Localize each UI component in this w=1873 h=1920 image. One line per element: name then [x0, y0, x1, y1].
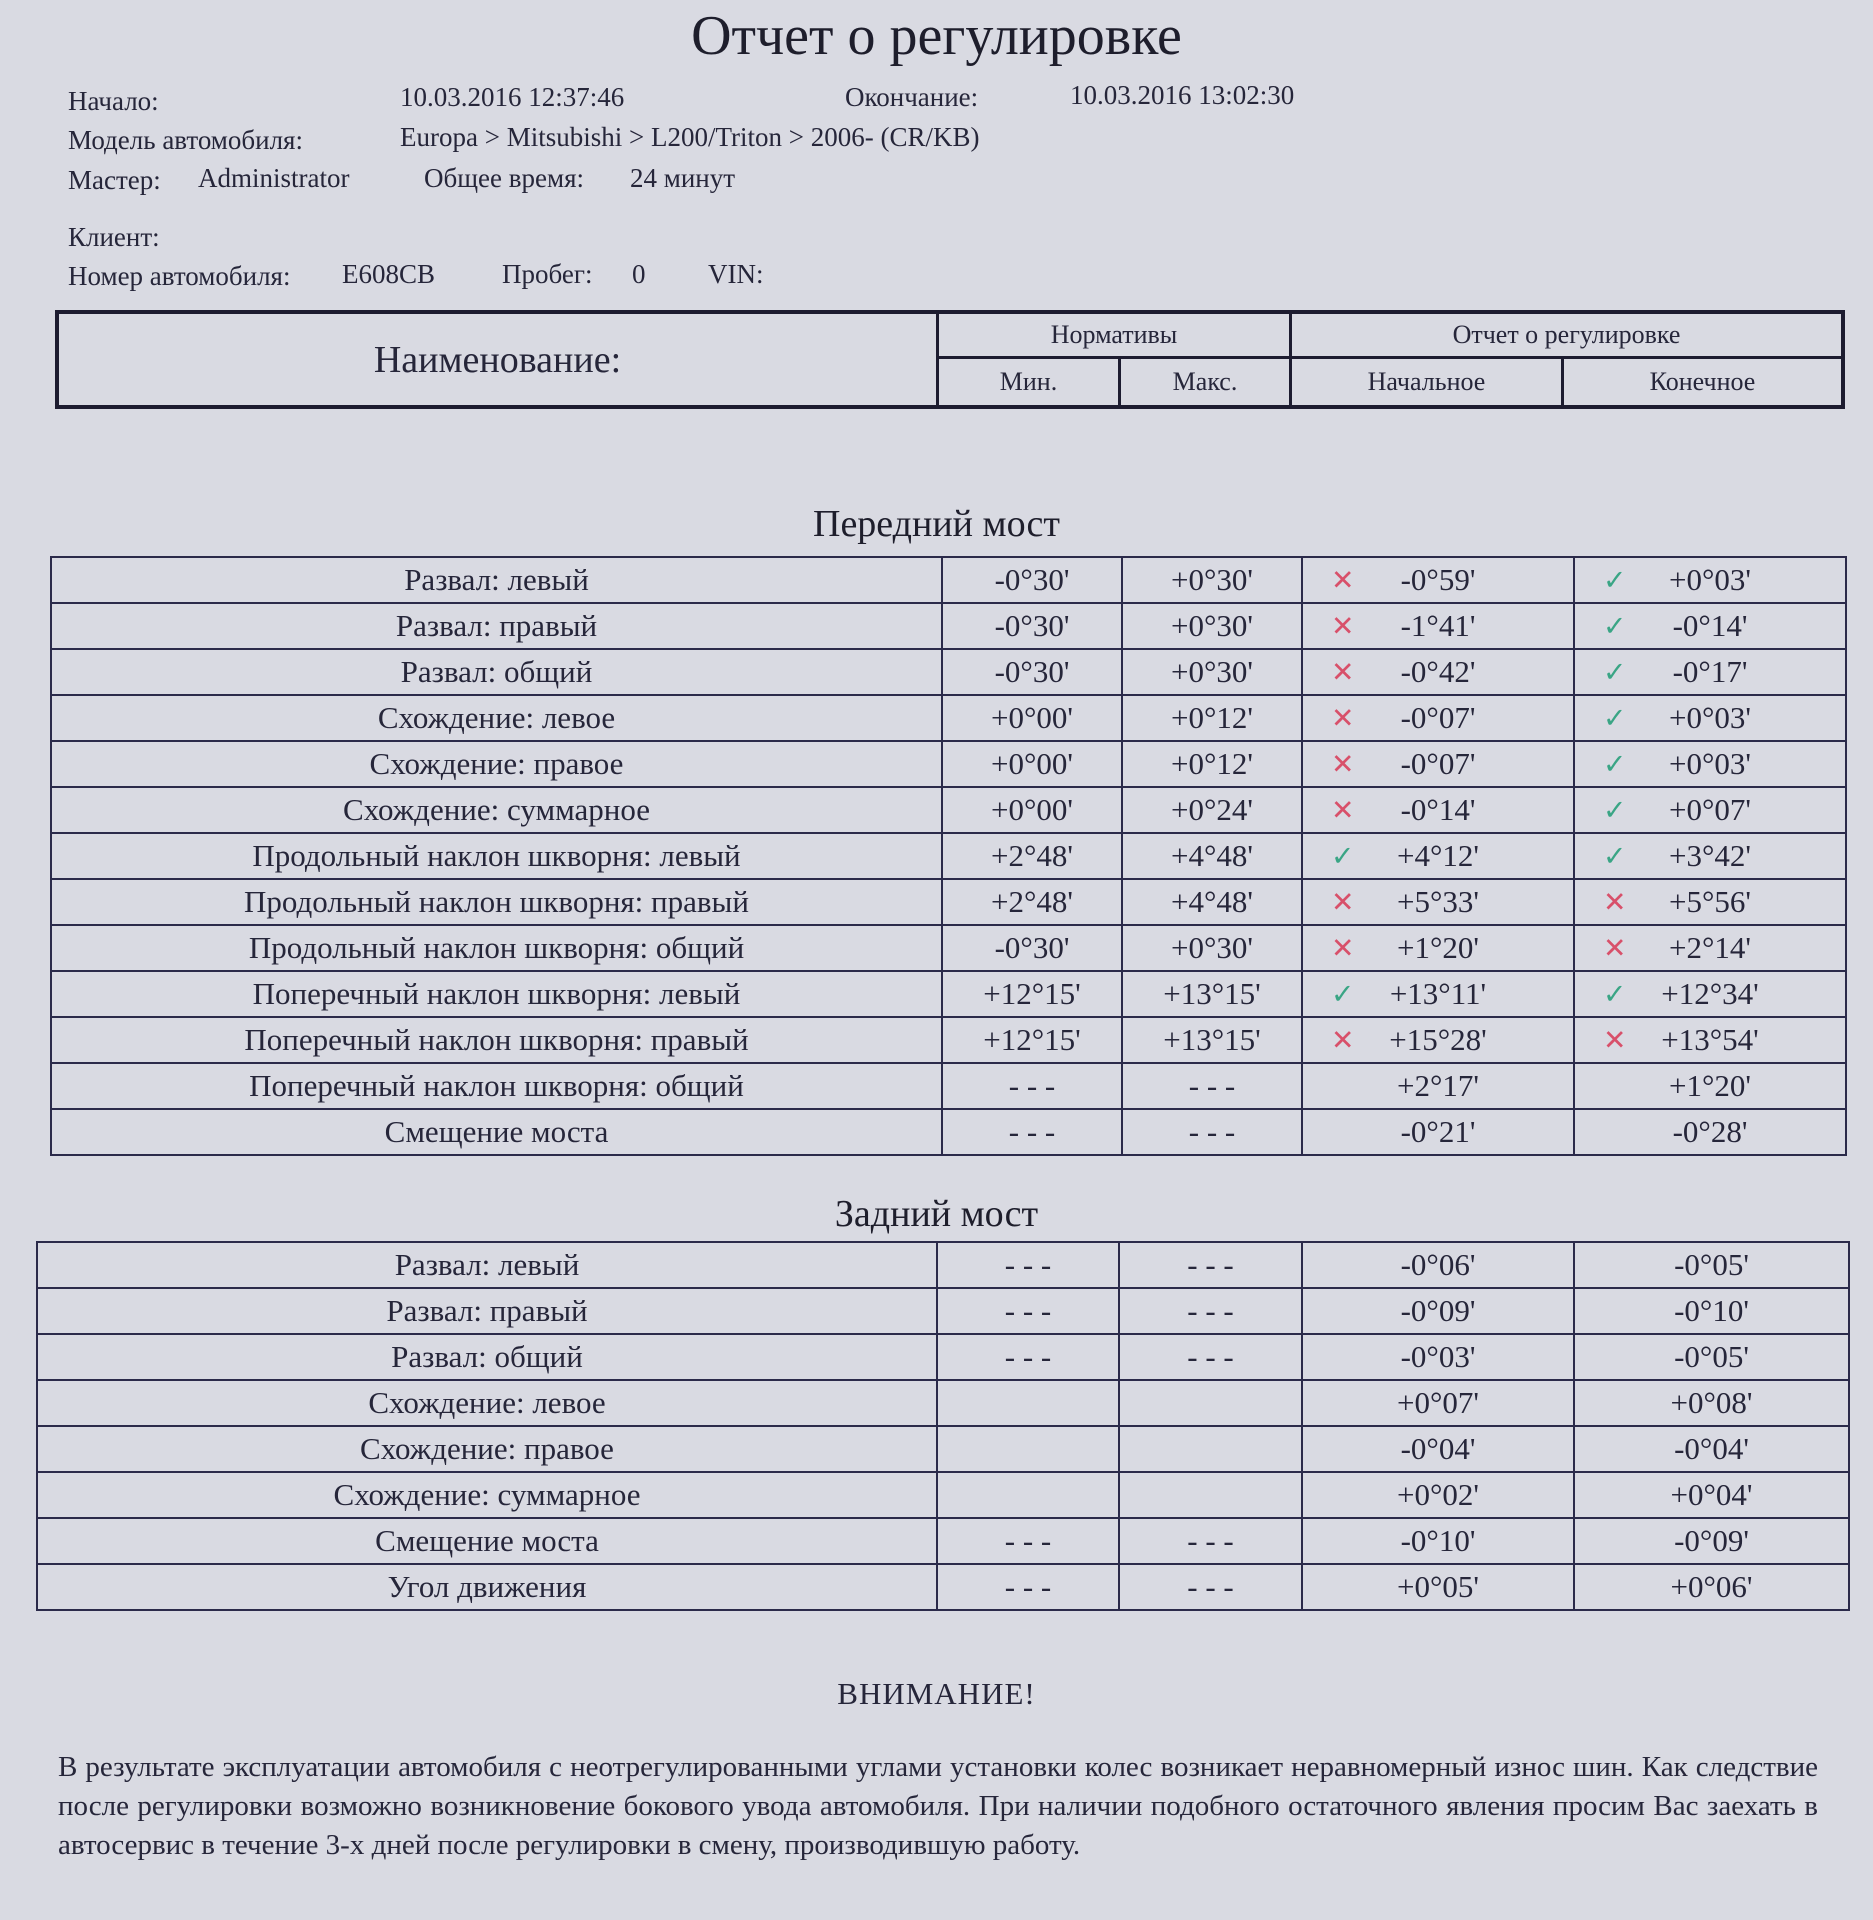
min-value: - - - — [1004, 1339, 1052, 1374]
initial-value-cell — [1302, 1288, 1574, 1334]
final-value: +0°03' — [1669, 700, 1751, 735]
param-name: Схождение: суммарное — [343, 792, 650, 827]
final-value: +12°34' — [1661, 976, 1759, 1011]
min-value-cell — [942, 971, 1122, 1017]
initial-value-cell — [1302, 1242, 1574, 1288]
initial-value-cell — [1302, 1109, 1574, 1155]
final-value: -0°05' — [1674, 1339, 1749, 1374]
param-name: Смещение моста — [375, 1523, 599, 1558]
final-value: -0°10' — [1674, 1293, 1749, 1328]
min-value-cell — [937, 1564, 1119, 1610]
table-row — [37, 1518, 1849, 1564]
initial-value: +1°20' — [1397, 930, 1479, 965]
min-value-cell — [937, 1380, 1119, 1426]
max-value-cell — [1122, 833, 1302, 879]
final-value-cell — [1574, 787, 1846, 833]
table-row — [37, 1288, 1849, 1334]
min-value-cell — [942, 603, 1122, 649]
param-name: Угол движения — [387, 1569, 587, 1604]
max-value: +0°30' — [1171, 930, 1253, 965]
param-name: Продольный наклон шкворня: левый — [252, 838, 741, 873]
final-value-cell — [1574, 1380, 1849, 1426]
cross-icon: ✕ — [1603, 931, 1627, 965]
check-icon: ✓ — [1603, 609, 1627, 643]
max-value-cell — [1122, 879, 1302, 925]
final-value-cell — [1574, 1017, 1846, 1063]
param-name: Схождение: левое — [377, 700, 616, 735]
notice-text: В результате эксплуатации автомобиля с неотрегулированными углами установки колес возникает неравномерный износ шин. Как следствие после регулировки возможно возникновение бокового увода автомобиля. При наличии подобного остаточного явления просим Вас заехать в автосервис в течение 3-х дней после регулировки в смену, производившую работу. — [58, 1751, 1818, 1861]
max-value: +4°48' — [1171, 838, 1253, 873]
rear-axle-table — [36, 1241, 1850, 1611]
table-row — [51, 1017, 1846, 1063]
param-name-cell — [37, 1472, 937, 1518]
table-row — [37, 1472, 1849, 1518]
min-value-cell — [942, 695, 1122, 741]
min-value: - - - — [1004, 1569, 1052, 1604]
initial-value: -0°09' — [1400, 1293, 1476, 1328]
final-value: -0°04' — [1674, 1431, 1749, 1466]
initial-value-cell — [1302, 695, 1574, 741]
min-value: +2°48' — [991, 838, 1073, 873]
initial-value: +15°28' — [1389, 1022, 1487, 1057]
initial-value: -0°59' — [1400, 562, 1476, 597]
max-value-cell — [1122, 787, 1302, 833]
final-value: -0°09' — [1674, 1523, 1749, 1558]
param-name: Смещение моста — [384, 1114, 609, 1149]
plate-label: Номер автомобиля: — [68, 261, 291, 291]
client-label: Клиент: — [68, 222, 160, 252]
max-value-cell — [1119, 1472, 1302, 1518]
min-value: +2°48' — [991, 884, 1073, 919]
min-value-cell — [942, 1063, 1122, 1109]
final-value: -0°14' — [1672, 608, 1748, 643]
min-value: +12°15' — [983, 976, 1081, 1011]
check-icon: ✓ — [1603, 563, 1627, 597]
param-name-cell — [37, 1518, 937, 1564]
initial-value-cell — [1302, 1380, 1574, 1426]
header-initial: Начальное — [1292, 359, 1564, 405]
final-value: +0°08' — [1670, 1385, 1753, 1420]
start-value: 10.03.2016 12:37:46 — [400, 82, 625, 112]
check-icon: ✓ — [1331, 977, 1355, 1011]
model-label: Модель автомобиля: — [68, 125, 303, 155]
final-value: +1°20' — [1669, 1068, 1751, 1103]
max-value-cell — [1119, 1426, 1302, 1472]
final-value: +0°07' — [1669, 792, 1751, 827]
final-value-cell — [1574, 1518, 1849, 1564]
final-value: +5°56' — [1669, 884, 1751, 919]
param-name: Схождение: суммарное — [333, 1477, 641, 1512]
master-value: Administrator — [198, 163, 350, 193]
initial-value-cell — [1302, 1518, 1574, 1564]
min-value: +12°15' — [983, 1022, 1081, 1057]
param-name: Продольный наклон шкворня: правый — [244, 884, 749, 919]
final-value: +0°04' — [1670, 1477, 1753, 1512]
table-row — [51, 971, 1846, 1017]
initial-value: +0°02' — [1397, 1477, 1479, 1512]
cross-icon: ✕ — [1331, 885, 1355, 919]
cross-icon: ✕ — [1331, 793, 1355, 827]
max-value: - - - — [1188, 1068, 1236, 1103]
param-name-cell — [51, 741, 942, 787]
param-name: Поперечный наклон шкворня: правый — [244, 1022, 749, 1057]
param-name: Развал: общий — [400, 654, 593, 689]
time-value: 24 минут — [630, 163, 736, 193]
min-value-cell — [942, 741, 1122, 787]
min-value: -0°30' — [994, 930, 1070, 965]
cross-icon: ✕ — [1603, 1023, 1627, 1057]
table-row — [37, 1426, 1849, 1472]
max-value: +0°12' — [1171, 746, 1253, 781]
table-row — [51, 1109, 1846, 1155]
initial-value: +0°05' — [1397, 1569, 1479, 1604]
param-name: Схождение: левое — [368, 1385, 606, 1420]
initial-value-cell — [1302, 557, 1574, 603]
max-value-cell — [1122, 971, 1302, 1017]
report-title: Отчет о регулировке — [691, 5, 1182, 67]
min-value: - - - — [1008, 1114, 1056, 1149]
front-axle-title: Передний мост — [813, 503, 1060, 545]
max-value: - - - — [1187, 1293, 1234, 1328]
max-value-cell — [1119, 1518, 1302, 1564]
max-value: +4°48' — [1171, 884, 1253, 919]
final-value: -0°28' — [1672, 1114, 1748, 1149]
final-value: -0°17' — [1672, 654, 1748, 689]
initial-value: -0°03' — [1400, 1339, 1476, 1374]
param-name: Развал: правый — [386, 1293, 588, 1328]
param-name: Схождение: правое — [369, 746, 624, 781]
table-row — [51, 925, 1846, 971]
cross-icon: ✕ — [1603, 885, 1627, 919]
final-value-cell — [1574, 833, 1846, 879]
min-value-cell — [937, 1288, 1119, 1334]
initial-value: -1°41' — [1400, 608, 1476, 643]
initial-value-cell — [1302, 787, 1574, 833]
max-value-cell — [1122, 1063, 1302, 1109]
table-row — [51, 879, 1846, 925]
min-value-cell — [942, 879, 1122, 925]
final-value: +13°54' — [1661, 1022, 1759, 1057]
table-row — [51, 557, 1846, 603]
check-icon: ✓ — [1331, 839, 1355, 873]
end-label: Окончание: — [845, 82, 979, 112]
cross-icon: ✕ — [1331, 747, 1355, 781]
table-row — [51, 1063, 1846, 1109]
initial-value: +0°07' — [1397, 1385, 1479, 1420]
table-row — [51, 833, 1846, 879]
final-value-cell — [1574, 1242, 1849, 1288]
param-name-cell — [51, 1109, 942, 1155]
max-value-cell — [1122, 557, 1302, 603]
final-value: +3°42' — [1669, 838, 1751, 873]
header-min: Мин. — [939, 359, 1121, 405]
final-value-cell — [1574, 1426, 1849, 1472]
final-value: -0°05' — [1674, 1247, 1749, 1282]
final-value: +0°03' — [1669, 746, 1751, 781]
min-value-cell — [942, 1017, 1122, 1063]
max-value-cell — [1122, 1017, 1302, 1063]
param-name-cell — [51, 1017, 942, 1063]
check-icon: ✓ — [1603, 793, 1627, 827]
initial-value: -0°42' — [1400, 654, 1476, 689]
max-value: +0°30' — [1171, 608, 1253, 643]
initial-value: +5°33' — [1397, 884, 1479, 919]
final-value-cell — [1574, 741, 1846, 787]
final-value-cell — [1574, 1288, 1849, 1334]
min-value-cell — [942, 1109, 1122, 1155]
start-label: Начало: — [68, 86, 159, 116]
min-value: -0°30' — [994, 654, 1070, 689]
initial-value-cell — [1302, 1334, 1574, 1380]
param-name-cell — [51, 879, 942, 925]
initial-value: +2°17' — [1397, 1068, 1479, 1103]
initial-value-cell — [1302, 603, 1574, 649]
min-value-cell — [937, 1472, 1119, 1518]
master-label: Мастер: — [68, 165, 161, 195]
param-name: Развал: правый — [395, 608, 598, 643]
max-value-cell — [1119, 1334, 1302, 1380]
final-value: +2°14' — [1669, 930, 1751, 965]
param-name-cell — [37, 1564, 937, 1610]
param-name-cell — [51, 833, 942, 879]
final-value-cell — [1574, 925, 1846, 971]
param-name: Развал: общий — [391, 1339, 583, 1374]
header-final: Конечное — [1649, 367, 1756, 396]
table-row — [51, 603, 1846, 649]
min-value: -0°30' — [994, 608, 1070, 643]
plate-value: E608CB — [342, 259, 436, 289]
vin-label: VIN: — [708, 259, 764, 289]
min-value-cell — [937, 1242, 1119, 1288]
final-value-cell — [1574, 1109, 1846, 1155]
max-value: +13°15' — [1163, 1022, 1261, 1057]
initial-value-cell — [1302, 1564, 1574, 1610]
initial-value-cell — [1302, 741, 1574, 787]
final-value-cell — [1574, 603, 1846, 649]
min-value-cell — [942, 787, 1122, 833]
header-max: Макс. — [1121, 359, 1292, 405]
max-value-cell — [1119, 1564, 1302, 1610]
initial-value: +4°12' — [1397, 838, 1479, 873]
check-icon: ✓ — [1603, 747, 1627, 781]
final-value: +0°03' — [1669, 562, 1751, 597]
max-value-cell — [1122, 603, 1302, 649]
initial-value: -0°14' — [1400, 792, 1476, 827]
check-icon: ✓ — [1603, 701, 1627, 735]
initial-value: +13°11' — [1389, 976, 1487, 1011]
min-value: - - - — [1008, 1068, 1056, 1103]
param-name-cell — [51, 925, 942, 971]
table-row — [37, 1334, 1849, 1380]
final-value-cell — [1574, 1063, 1846, 1109]
param-name-cell — [37, 1288, 937, 1334]
table-row — [51, 741, 1846, 787]
max-value: - - - — [1187, 1523, 1234, 1558]
param-name: Схождение: правое — [360, 1431, 614, 1466]
max-value: - - - — [1188, 1114, 1236, 1149]
param-name-cell — [51, 787, 942, 833]
param-name-cell — [51, 649, 942, 695]
min-value-cell — [942, 833, 1122, 879]
initial-value-cell — [1302, 1063, 1574, 1109]
time-label: Общее время: — [424, 163, 584, 193]
final-value-cell — [1574, 879, 1846, 925]
front-axle-table — [50, 556, 1847, 1156]
initial-value: -0°06' — [1400, 1247, 1476, 1282]
final-value-cell — [1574, 1564, 1849, 1610]
table-row — [37, 1380, 1849, 1426]
min-value-cell — [942, 649, 1122, 695]
cross-icon: ✕ — [1331, 701, 1355, 735]
final-value: +0°06' — [1670, 1569, 1753, 1604]
max-value: - - - — [1187, 1247, 1234, 1282]
initial-value-cell — [1302, 971, 1574, 1017]
max-value-cell — [1122, 925, 1302, 971]
initial-value-cell — [1302, 879, 1574, 925]
cross-icon: ✕ — [1331, 609, 1355, 643]
check-icon: ✓ — [1603, 655, 1627, 689]
min-value: +0°00' — [991, 700, 1073, 735]
final-value-cell — [1574, 695, 1846, 741]
final-value-cell — [1574, 557, 1846, 603]
min-value: - - - — [1004, 1293, 1052, 1328]
param-name: Поперечный наклон шкворня: общий — [249, 1068, 744, 1103]
table-row — [51, 695, 1846, 741]
min-value-cell — [937, 1518, 1119, 1564]
initial-value-cell — [1302, 833, 1574, 879]
param-name: Развал: левый — [404, 562, 589, 597]
param-name: Поперечный наклон шкворня: левый — [252, 976, 741, 1011]
model-value: Europa > Mitsubishi > L200/Triton > 2006- (CR/KB) — [400, 122, 980, 152]
final-value-cell — [1574, 1472, 1849, 1518]
min-value-cell — [942, 925, 1122, 971]
cross-icon: ✕ — [1331, 931, 1355, 965]
max-value-cell — [1119, 1380, 1302, 1426]
end-value: 10.03.2016 13:02:30 — [1070, 80, 1295, 110]
max-value: +0°12' — [1171, 700, 1253, 735]
initial-value: -0°21' — [1400, 1114, 1476, 1149]
notice-title: ВНИМАНИЕ! — [837, 1676, 1036, 1711]
param-name-cell — [37, 1242, 937, 1288]
max-value: +0°30' — [1171, 562, 1253, 597]
mileage-label: Пробег: — [502, 259, 593, 289]
param-name: Развал: левый — [394, 1247, 580, 1282]
min-value: - - - — [1004, 1523, 1052, 1558]
cross-icon: ✕ — [1331, 1023, 1355, 1057]
header-report: Отчет о регулировке — [1292, 314, 1841, 359]
initial-value: -0°07' — [1400, 746, 1476, 781]
cross-icon: ✕ — [1331, 655, 1355, 689]
param-name-cell — [51, 971, 942, 1017]
max-value: +0°30' — [1171, 654, 1253, 689]
initial-value-cell — [1302, 925, 1574, 971]
initial-value: -0°07' — [1400, 700, 1476, 735]
max-value-cell — [1122, 1109, 1302, 1155]
max-value-cell — [1119, 1242, 1302, 1288]
table-row — [51, 787, 1846, 833]
initial-value: -0°04' — [1400, 1431, 1476, 1466]
initial-value-cell — [1302, 649, 1574, 695]
max-value: +13°15' — [1163, 976, 1261, 1011]
max-value-cell — [1119, 1288, 1302, 1334]
min-value-cell — [937, 1334, 1119, 1380]
rear-axle-title: Задний мост — [834, 1193, 1039, 1235]
param-name-cell — [51, 695, 942, 741]
initial-value-cell — [1302, 1017, 1574, 1063]
final-value-cell — [1574, 1334, 1849, 1380]
min-value-cell — [942, 557, 1122, 603]
param-name-cell — [37, 1426, 937, 1472]
initial-value-cell — [1302, 1472, 1574, 1518]
header-norms: Нормативы — [939, 314, 1292, 359]
header-name: Наименование: — [59, 314, 939, 405]
min-value: +0°00' — [991, 746, 1073, 781]
table-row — [37, 1564, 1849, 1610]
param-name: Продольный наклон шкворня: общий — [248, 930, 745, 965]
param-name-cell — [37, 1334, 937, 1380]
cross-icon: ✕ — [1331, 563, 1355, 597]
mileage-value: 0 — [632, 259, 646, 289]
param-name-cell — [51, 557, 942, 603]
check-icon: ✓ — [1603, 839, 1627, 873]
max-value: +0°24' — [1171, 792, 1253, 827]
max-value: - - - — [1187, 1569, 1234, 1604]
table-row — [51, 649, 1846, 695]
param-name-cell — [51, 603, 942, 649]
final-value-cell — [1574, 971, 1846, 1017]
min-value: -0°30' — [994, 562, 1070, 597]
max-value-cell — [1122, 649, 1302, 695]
final-value-cell — [1574, 649, 1846, 695]
min-value: +0°00' — [991, 792, 1073, 827]
initial-value: -0°10' — [1400, 1523, 1476, 1558]
min-value: - - - — [1004, 1247, 1052, 1282]
table-row — [37, 1242, 1849, 1288]
param-name-cell — [51, 1063, 942, 1109]
param-name-cell — [37, 1380, 937, 1426]
max-value-cell — [1122, 741, 1302, 787]
max-value-cell — [1122, 695, 1302, 741]
check-icon: ✓ — [1603, 977, 1627, 1011]
initial-value-cell — [1302, 1426, 1574, 1472]
max-value: - - - — [1187, 1339, 1234, 1374]
table-header — [55, 310, 1845, 409]
min-value-cell — [937, 1426, 1119, 1472]
